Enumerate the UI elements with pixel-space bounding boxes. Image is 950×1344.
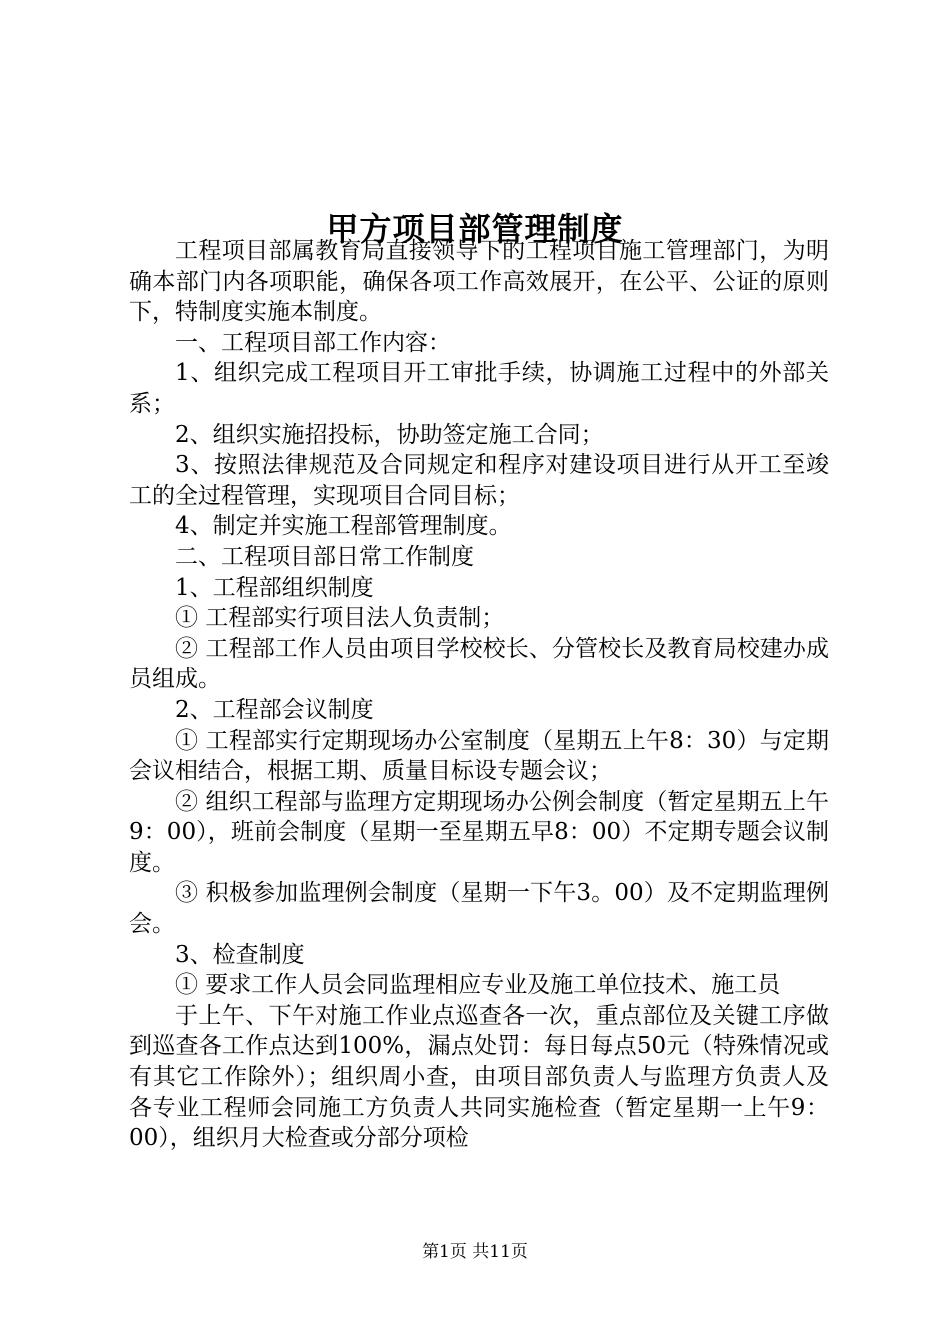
subsection-heading: 1、工程部组织制度 [175,574,374,601]
document-title: 甲方项目部管理制度 [326,210,624,249]
body-paragraph: 于上午、下午对施工作业点巡查各一次，重点部位及关键工序做到巡查各工作点达到100%，漏点处罚：每日每点50元（特殊情况或有其它工作除外）；组织周小查，由项目部负责人与监理方负责人及各专业工程师会同施工方负责人共同实施检查（暂定星期一上午9：00），组织月大检查或分部分项检 [129,1002,829,1152]
list-item: ① 要求工作人员会同监理相应专业及施工单位技术、施工员 [175,972,781,999]
list-item: ① 工程部实行定期现场办公室制度（星期五上午8：30）与定期会议相结合，根据工期、质量目标设专题会议； [129,727,829,785]
page-footer: 第1页 共11页 [422,1242,528,1262]
section-heading-2: 二、工程项目部日常工作制度 [175,543,474,570]
list-item: ② 工程部工作人员由项目学校校长、分管校长及教育局校建办成员组成。 [129,635,829,693]
list-item: 3、按照法律规范及合同规定和程序对建设项目进行从开工至竣工的全过程管理，实现项目合同目标； [129,452,829,509]
subsection-heading: 2、工程部会议制度 [175,696,374,723]
list-item: ① 工程部实行项目法人负责制； [175,605,505,632]
list-item: ③ 积极参加监理例会制度（星期一下午3。00）及不定期监理例会。 [129,880,829,938]
list-item: ② 组织工程部与监理方定期现场办公例会制度（暂定星期五上午9：00），班前会制度（星期一至星期五早8：00）不定期专题会议制度。 [129,788,829,876]
list-item: 2、组织实施招投标，协助签定施工合同； [175,421,604,448]
list-item: 4、制定并实施工程部管理制度。 [175,513,512,540]
intro-paragraph: 工程项目部属教育局直接领导下的工程项目施工管理部门，为明确本部门内各项职能，确保各项工作高效展开，在公平、公证的原则下，特制度实施本制度。 [129,238,829,326]
subsection-heading: 3、检查制度 [175,941,305,968]
list-item: 1、组织完成工程项目开工审批手续，协调施工过程中的外部关系； [129,360,829,417]
section-heading-1: 一、工程项目部工作内容： [175,329,451,356]
document-body [129,236,829,1154]
